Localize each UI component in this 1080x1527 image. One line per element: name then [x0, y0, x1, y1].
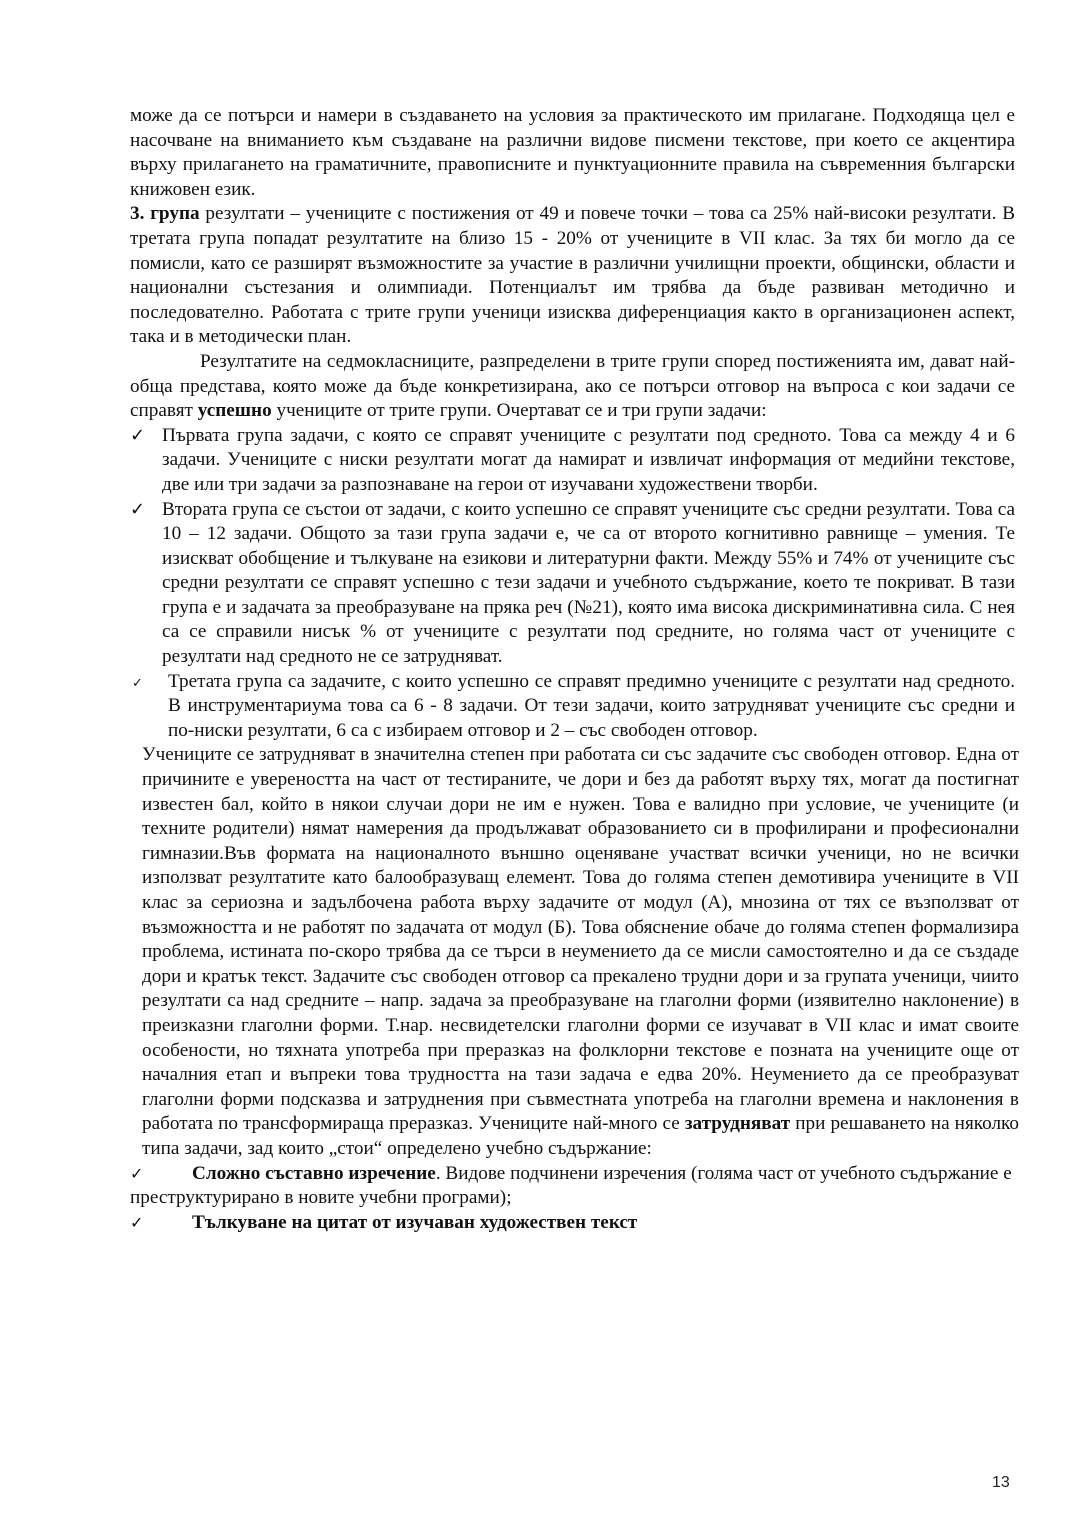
check-mark-icon: ✓	[130, 498, 146, 520]
paragraph-results-summary	[130, 350, 1015, 424]
list-item	[130, 670, 1015, 744]
document-page	[130, 104, 1019, 1235]
task-groups-list	[130, 424, 1015, 744]
check-mark-icon: ✓	[132, 675, 143, 691]
paragraph-group-3	[130, 202, 1015, 350]
topic-2-title: Тълкуване на цитат от изучаван художествен текст	[192, 1211, 638, 1233]
group-3-text: резултати – учениците с постижения от 49 и повече точки – това са 25% най-високи резултати. В третата група попадат резултатите на близо 15 - 20% от учениците в VII клас. За тях би могло да се помисли, като се разширят възможностите за участие в различни училищни проекти, общински, области и национални състезания и олимпиади. Потенциалът им трябва да бъде развиван методично и последователно. Работата с трите групи ученици изисква диференциация както в организационен аспект, така и в методически план.	[130, 203, 1015, 348]
task-group-3-text: Третата група са задачите, с които успешно се справят предимно учениците с резултати над средното. В инструментариума това са 6 - 8 задачи. От тези задачи, които затрудняват учениците със средни и по-ниски резултати, 6 са с избираем отговор и 2 – със свободен отговор.	[168, 670, 1015, 741]
topic-1-title: Сложно съставно изречение	[192, 1162, 436, 1184]
paragraph-intro: може да се потърси и намери в създаването на условия за практическото им прилагане. Подходяща цел е насочване на вниманието към създаване на различни видове писмени текстове, при което се акцентира върху прилагането на граматичните, правописните и пунктуационните правила на съвременния български книжовен език.	[130, 105, 1015, 200]
list-item	[130, 1211, 1015, 1236]
page-number: 13	[992, 1474, 1010, 1491]
difficulties-text-a: Учениците се затрудняват в значителна степен при работата си със задачите със свободен отговор. Една от причините е увереността на част от тестираните, че дори и без да работят върху тях, могат да постигнат известен бал, който в някои случаи дори не им е нужен. Това е валидно при условие, че учениците (и техните родители) нямат намерения да продължават образованието си в профилирани и професионални гимназии.Във формата на националното външно оценяване участват всички ученици, но не всички използват резултатите като балообразуващ елемент. Това до голяма степен демотивира учениците в VII клас за сериозна и задълбочена работа върху задачите от модул (А), мнозина от тях се възползват от възможността и не работят по задачата от модул (Б). Това обяснение обаче до голяма степен формализира проблема, истината по-скоро трябва да се търси в неумението да се мисли самостоятелно и да се създаде дори и кратък текст. Задачите със свободен отговор са прекалено трудни дори и за групата ученици, чиито резултати са над средните – напр. задача за преобразуване на глаголни форми (изявително наклонение) в преизказни глаголни форми. Т.нар. несвидетелски глаголни форми се изучават в VII клас и имат своите особености, но тяхната употреба при преразказ на фолклорни текстове е позната на учениците още от началния етап и въпреки това трудността на тази задача е едва 20%. Неумението да се преобразуват глаголни форми подсказва и затруднения при съвместната употреба на глаголни времена и наклонения в работата по трансформираща преразказ. Учениците най-много се	[142, 744, 1019, 1135]
summary-bold-successfully: успешно	[197, 400, 272, 422]
difficulties-text-b: при решаването на няколко типа задачи, зад които „стои“ определено учебно съдържание:	[142, 1113, 1019, 1159]
check-mark-icon: ✓	[130, 1212, 144, 1232]
task-group-1-text: Първата група задачи, с която се справят учениците с резултати под средното. Това са между 4 и 6 задачи. Учениците с ниски резултати могат да намират и извличат информация от медийни текстове, две или три задачи за разпознаване на герои от изучавани художествени творби.	[162, 424, 1015, 495]
summary-text-b: учениците от трите групи. Очертават се и три групи задачи:	[271, 400, 767, 422]
check-mark-icon: ✓	[130, 1163, 144, 1183]
list-item	[130, 424, 1015, 498]
difficult-topics-list	[130, 1162, 1015, 1236]
list-item	[130, 498, 1015, 670]
group-3-heading: 3. група	[130, 203, 200, 225]
check-mark-icon: ✓	[130, 424, 146, 446]
topic-1-detail: . Видове подчинени изречения (голяма част от учебното съдържание е преструктурирано в новите учебни програми);	[130, 1162, 1012, 1209]
paragraph-difficulties	[130, 743, 1019, 1161]
task-group-2-text: Втората група се състои от задачи, с които успешно се справят учениците със средни резултати. Това са 10 – 12 задачи. Общото за тази група задачи е, че са от второто когнитивно равнище – умения. Те изискват обобщение и тълкуване на езикови и литературни факти. Между 55% и 74% от учениците със средни резултати се справят успешно с тези задачи и учебното съдържание, което те покриват. В тази група е и задачата за преобразуване на пряка реч (№21), която има висока дискриминативна сила. С нея са се справили нисък % от учениците с резултати под средните, но голяма част от учениците с резултати над средното не се затрудняват.	[162, 498, 1015, 668]
summary-text-a: Резултатите на седмокласниците, разпределени в трите групи според постиженията им, дават най-обща представа, която може да бъде конкретизирана, ако се потърси отговор на въпроса с кои задачи се справят	[130, 350, 1015, 422]
list-item	[130, 1162, 1015, 1211]
difficulties-bold-struggle: затрудняват	[684, 1113, 791, 1135]
